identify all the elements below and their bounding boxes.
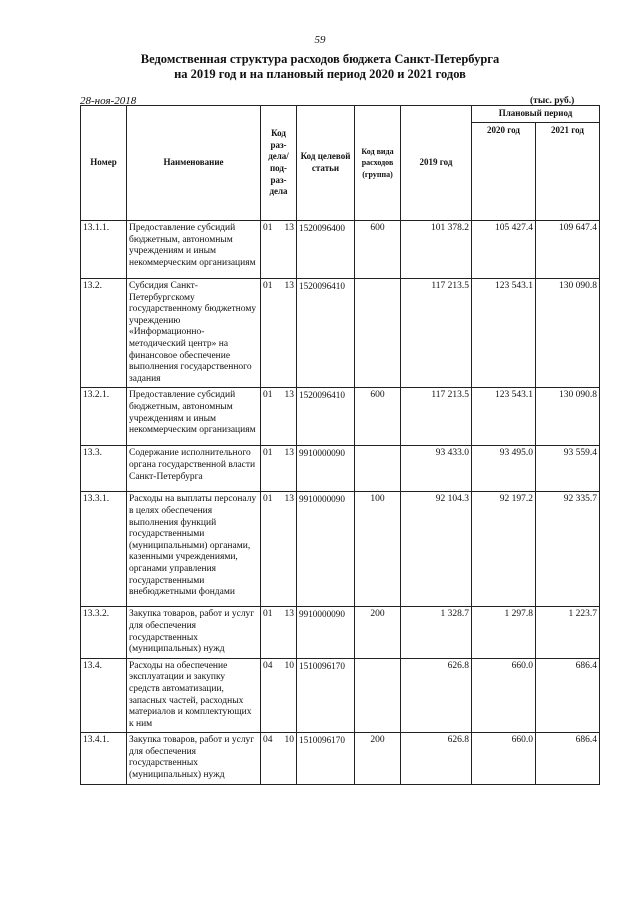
row-section-code xyxy=(261,388,297,446)
row-expense-type: 200 xyxy=(355,607,401,658)
row-amount-2021: 92 335.7 xyxy=(536,492,600,607)
row-number: 13.4.1. xyxy=(81,733,127,784)
row-amount-2021: 130 090.8 xyxy=(536,388,600,446)
row-section-code xyxy=(261,279,297,388)
budget-table xyxy=(80,105,600,785)
row-name: Закупка товаров, работ и услуг для обеспечения государственных (муниципальных) нужд xyxy=(127,607,261,658)
row-section-code xyxy=(261,446,297,492)
header-expense-type: Код вида расходов (группа) xyxy=(355,106,401,221)
row-target-code: 1510096170 xyxy=(297,658,355,733)
header-planning-period: Плановый период xyxy=(472,106,600,123)
title-line-1: Ведомственная структура расходов бюджета Санкт-Петербурга xyxy=(140,52,500,66)
table-row xyxy=(81,492,600,607)
row-name: Предоставление субсидий бюджетным, автономным учреждениям и иным некоммерческим организациям xyxy=(127,388,261,446)
row-number: 13.2. xyxy=(81,279,127,388)
row-amount-2020: 1 297.8 xyxy=(472,607,536,658)
row-number: 13.3.2. xyxy=(81,607,127,658)
row-number: 13.2.1. xyxy=(81,388,127,446)
row-razdel: 04 xyxy=(263,660,273,671)
table-row xyxy=(81,733,600,784)
row-razdel: 01 xyxy=(263,494,273,505)
row-target-code: 9910000090 xyxy=(297,607,355,658)
row-name: Расходы на обеспечение эксплуатации и закупку средств автоматизации, запасных частей, расходных материалов и комплектующих к ним xyxy=(127,658,261,733)
table-row xyxy=(81,388,600,446)
title-line-2: на 2019 год и на плановый период 2020 и 2021 годов xyxy=(174,67,466,81)
row-amount-2021: 1 223.7 xyxy=(536,607,600,658)
row-section-code xyxy=(261,492,297,607)
row-amount-2021: 109 647.4 xyxy=(536,221,600,279)
table-header xyxy=(81,106,600,221)
row-amount-2019: 101 378.2 xyxy=(401,221,472,279)
row-podrazdel: 13 xyxy=(284,448,294,459)
row-amount-2021: 686.4 xyxy=(536,658,600,733)
row-razdel: 01 xyxy=(263,609,273,620)
row-amount-2019: 92 104.3 xyxy=(401,492,472,607)
row-number: 13.4. xyxy=(81,658,127,733)
row-razdel: 04 xyxy=(263,735,273,746)
header-target: Код целевой статьи xyxy=(297,106,355,221)
row-razdel: 01 xyxy=(263,390,273,401)
row-name: Закупка товаров, работ и услуг для обеспечения государственных (муниципальных) нужд xyxy=(127,733,261,784)
row-number: 13.1.1. xyxy=(81,221,127,279)
row-number: 13.3.1. xyxy=(81,492,127,607)
row-amount-2020: 105 427.4 xyxy=(472,221,536,279)
table-row xyxy=(81,279,600,388)
row-name: Содержание исполнительного органа государственной власти Санкт-Петербурга xyxy=(127,446,261,492)
row-amount-2019: 626.8 xyxy=(401,733,472,784)
row-podrazdel: 10 xyxy=(284,660,294,671)
row-amount-2020: 660.0 xyxy=(472,733,536,784)
row-podrazdel: 13 xyxy=(284,609,294,620)
units-label: (тыс. руб.) xyxy=(530,96,575,106)
row-amount-2019: 1 328.7 xyxy=(401,607,472,658)
table-row xyxy=(81,607,600,658)
row-podrazdel: 13 xyxy=(284,281,294,291)
row-expense-type: 600 xyxy=(355,388,401,446)
table-row xyxy=(81,446,600,492)
row-amount-2020: 92 197.2 xyxy=(472,492,536,607)
row-podrazdel: 10 xyxy=(284,735,294,746)
row-expense-type xyxy=(355,658,401,733)
row-expense-type: 200 xyxy=(355,733,401,784)
row-section-code xyxy=(261,607,297,658)
row-number: 13.3. xyxy=(81,446,127,492)
table-body xyxy=(81,221,600,785)
row-name: Предоставление субсидий бюджетным, автономным учреждениям и иным некоммерческим организациям xyxy=(127,221,261,279)
row-name: Субсидия Санкт-Петербургскому государственному бюджетному учреждению «Информационно-методический центр» на финансовое обеспечение выполнения государственного задания xyxy=(127,279,261,388)
row-amount-2019: 117 213.5 xyxy=(401,279,472,388)
row-section-code xyxy=(261,658,297,733)
row-target-code: 9910000090 xyxy=(297,446,355,492)
row-amount-2020: 660.0 xyxy=(472,658,536,733)
row-razdel: 01 xyxy=(263,223,273,233)
row-razdel: 01 xyxy=(263,281,273,291)
row-expense-type xyxy=(355,446,401,492)
row-target-code: 1520096400 xyxy=(297,221,355,279)
row-amount-2020: 123 543.1 xyxy=(472,279,536,388)
row-expense-type: 100 xyxy=(355,492,401,607)
row-razdel: 01 xyxy=(263,448,273,459)
header-number: Номер xyxy=(81,106,127,221)
row-amount-2021: 686.4 xyxy=(536,733,600,784)
table-row xyxy=(81,221,600,279)
row-target-code: 1520096410 xyxy=(297,279,355,388)
header-2019: 2019 год xyxy=(401,106,472,221)
row-amount-2021: 93 559.4 xyxy=(536,446,600,492)
row-amount-2020: 123 543.1 xyxy=(472,388,536,446)
row-podrazdel: 13 xyxy=(284,390,294,401)
row-amount-2019: 93 433.0 xyxy=(401,446,472,492)
table-row xyxy=(81,658,600,733)
row-section-code xyxy=(261,221,297,279)
header-section: Код раз-дела/ под-раз-дела xyxy=(261,106,297,221)
row-target-code: 9910000090 xyxy=(297,492,355,607)
row-podrazdel: 13 xyxy=(284,494,294,505)
row-amount-2021: 130 090.8 xyxy=(536,279,600,388)
row-podrazdel: 13 xyxy=(284,223,294,233)
header-2020: 2020 год xyxy=(472,123,536,221)
row-name: Расходы на выплаты персоналу в целях обеспечения выполнения функций государственными (муниципальными) органами, казенными учреждениями, органами управления государственными внебюджетными фондами xyxy=(127,492,261,607)
row-amount-2019: 117 213.5 xyxy=(401,388,472,446)
document-date: 28-ноя-2018 xyxy=(80,95,137,107)
row-amount-2020: 93 495.0 xyxy=(472,446,536,492)
row-expense-type xyxy=(355,279,401,388)
header-2021: 2021 год xyxy=(536,123,600,221)
row-target-code: 1510096170 xyxy=(297,733,355,784)
page-number: 59 xyxy=(314,34,326,46)
row-amount-2019: 626.8 xyxy=(401,658,472,733)
document-title xyxy=(60,52,580,82)
row-expense-type: 600 xyxy=(355,221,401,279)
row-section-code xyxy=(261,733,297,784)
header-name: Наименование xyxy=(127,106,261,221)
row-target-code: 1520096410 xyxy=(297,388,355,446)
